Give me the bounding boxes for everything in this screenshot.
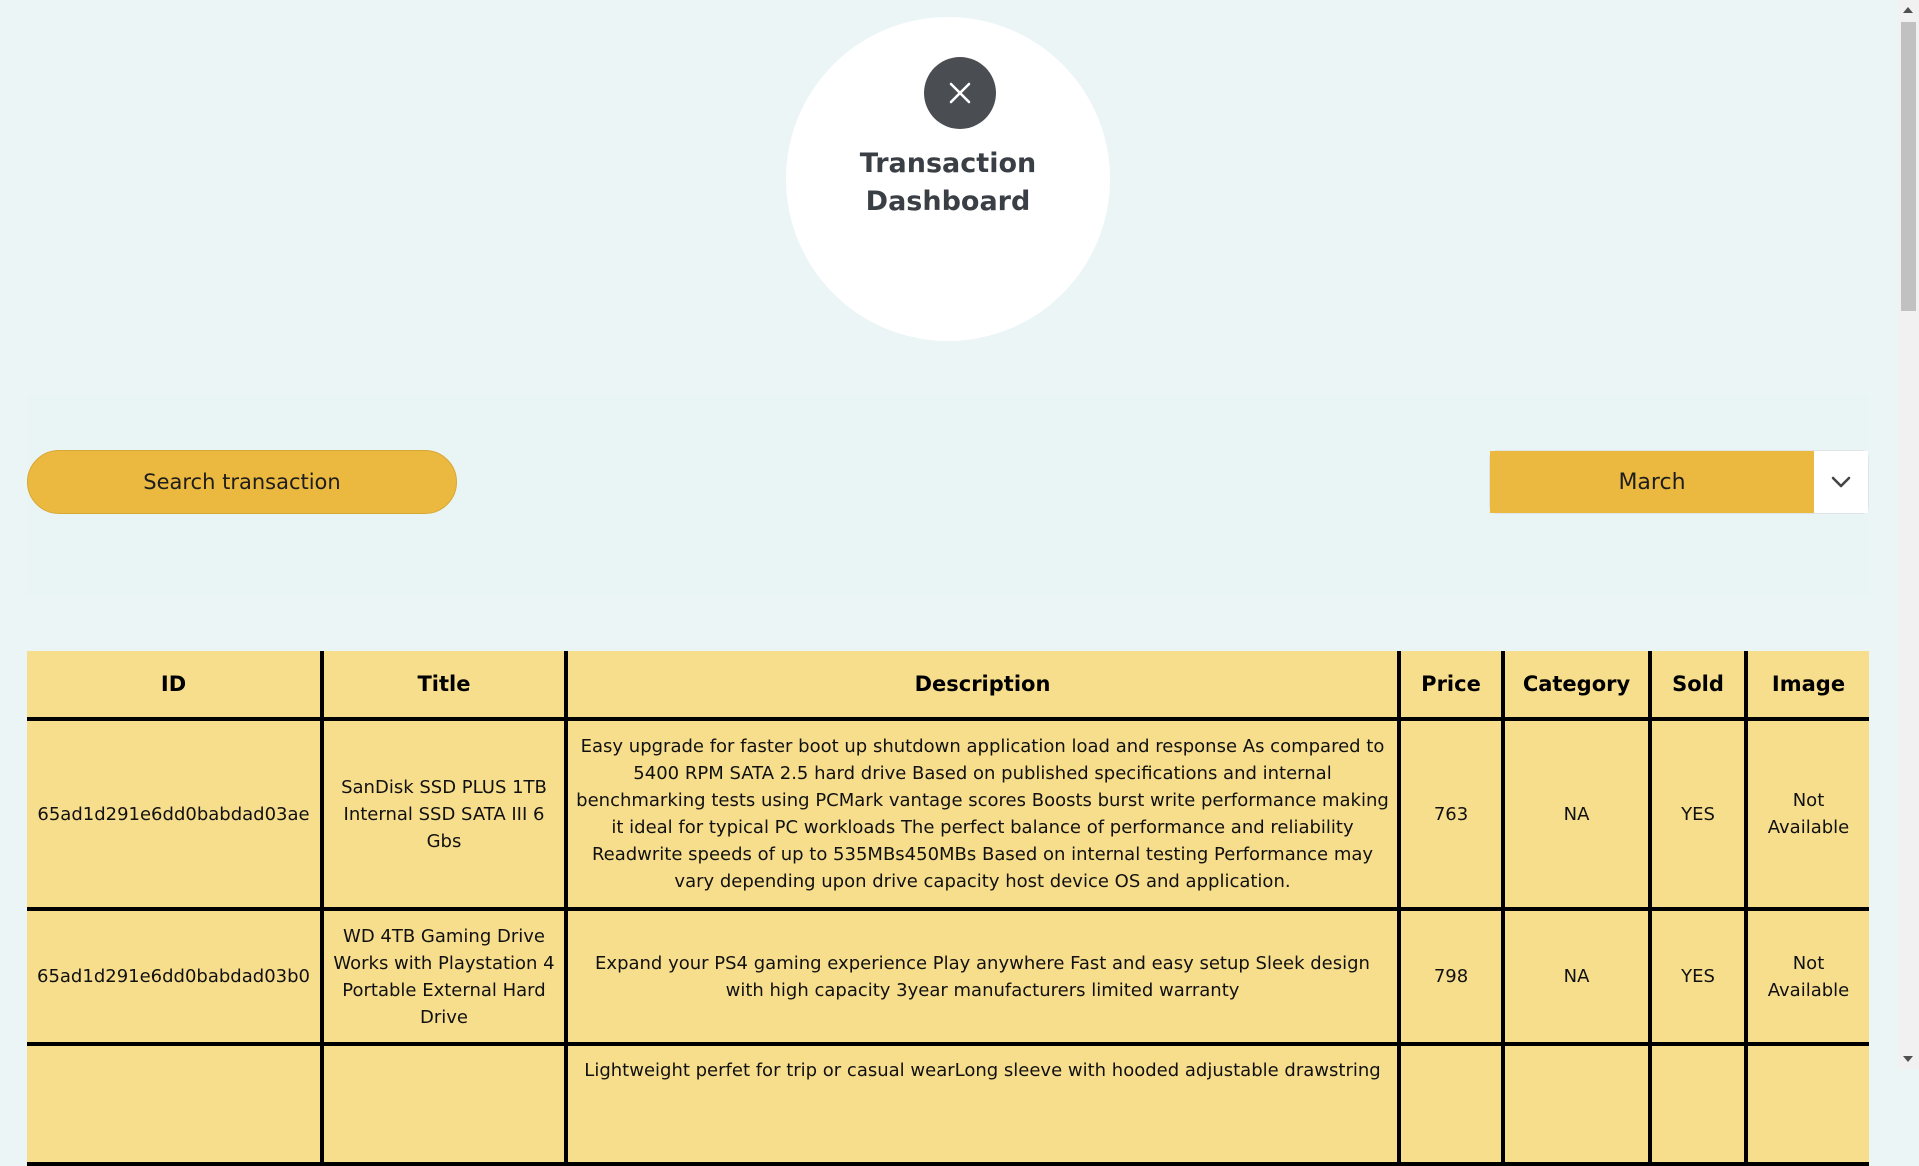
cell-image: Not Available <box>1746 909 1869 1044</box>
cell-price <box>1399 1044 1503 1164</box>
column-header-category[interactable]: Category <box>1503 651 1650 719</box>
cell-description: Expand your PS4 gaming experience Play anywhere Fast and easy setup Sleek design with high capacity 3year manufacturers limited warranty <box>566 909 1399 1044</box>
controls-bar <box>27 395 1869 595</box>
close-icon <box>947 80 973 106</box>
scroll-down-arrow-icon[interactable] <box>1903 1056 1913 1062</box>
cell-image: Not Available <box>1746 719 1869 909</box>
header-circle <box>786 17 1110 341</box>
cell-price: 763 <box>1399 719 1503 909</box>
column-header-description[interactable]: Description <box>566 651 1399 719</box>
cell-title: SanDisk SSD PLUS 1TB Internal SSD SATA III 6 Gbs <box>322 719 566 909</box>
column-header-sold[interactable]: Sold <box>1650 651 1746 719</box>
cell-title <box>322 1044 566 1164</box>
cell-category <box>1503 1044 1650 1164</box>
table-row[interactable] <box>27 909 1869 1044</box>
table-header-row <box>27 651 1869 719</box>
scroll-up-arrow-icon[interactable] <box>1903 7 1913 13</box>
cell-sold <box>1650 1044 1746 1164</box>
column-header-id[interactable]: ID <box>27 651 322 719</box>
page-title: Transaction Dashboard <box>859 148 1037 217</box>
cell-id: 65ad1d291e6dd0babdad03ae <box>27 719 322 909</box>
table-row[interactable] <box>27 1044 1869 1164</box>
cell-title: WD 4TB Gaming Drive Works with Playstation 4 Portable External Hard Drive <box>322 909 566 1044</box>
scrollbar-thumb[interactable] <box>1901 22 1916 311</box>
cell-sold: YES <box>1650 719 1746 909</box>
vertical-scrollbar[interactable] <box>1898 0 1919 1069</box>
cell-description: Lightweight perfet for trip or casual wearLong sleeve with hooded adjustable drawstring <box>566 1044 1399 1164</box>
month-selected-value: March <box>1490 451 1814 513</box>
search-input[interactable] <box>27 450 457 514</box>
column-header-price[interactable]: Price <box>1399 651 1503 719</box>
cell-price: 798 <box>1399 909 1503 1044</box>
cell-description: Easy upgrade for faster boot up shutdown application load and response As compared to 5400 RPM SATA 2.5 hard drive Based on published specifications and internal benchmarking tests using PCMark vantage scores Boosts burst write performance making it ideal for typical PC workloads The perfect balance of performance and reliability Readwrite speeds of up to 535MBs450MBs Based on internal testing Performance may vary depending upon drive capacity host device OS and application. <box>566 719 1399 909</box>
cell-id <box>27 1044 322 1164</box>
cell-category: NA <box>1503 719 1650 909</box>
cell-image <box>1746 1044 1869 1164</box>
cell-category: NA <box>1503 909 1650 1044</box>
month-dropdown[interactable] <box>1489 450 1869 514</box>
table-row[interactable] <box>27 719 1869 909</box>
transactions-table <box>27 651 1869 1166</box>
column-header-image[interactable]: Image <box>1746 651 1869 719</box>
month-dropdown-toggle[interactable] <box>1814 451 1868 513</box>
close-button[interactable] <box>924 57 996 129</box>
column-header-title[interactable]: Title <box>322 651 566 719</box>
cell-sold: YES <box>1650 909 1746 1044</box>
transactions-table-container <box>27 651 1869 1166</box>
cell-id: 65ad1d291e6dd0babdad03b0 <box>27 909 322 1044</box>
chevron-down-icon <box>1831 476 1851 488</box>
